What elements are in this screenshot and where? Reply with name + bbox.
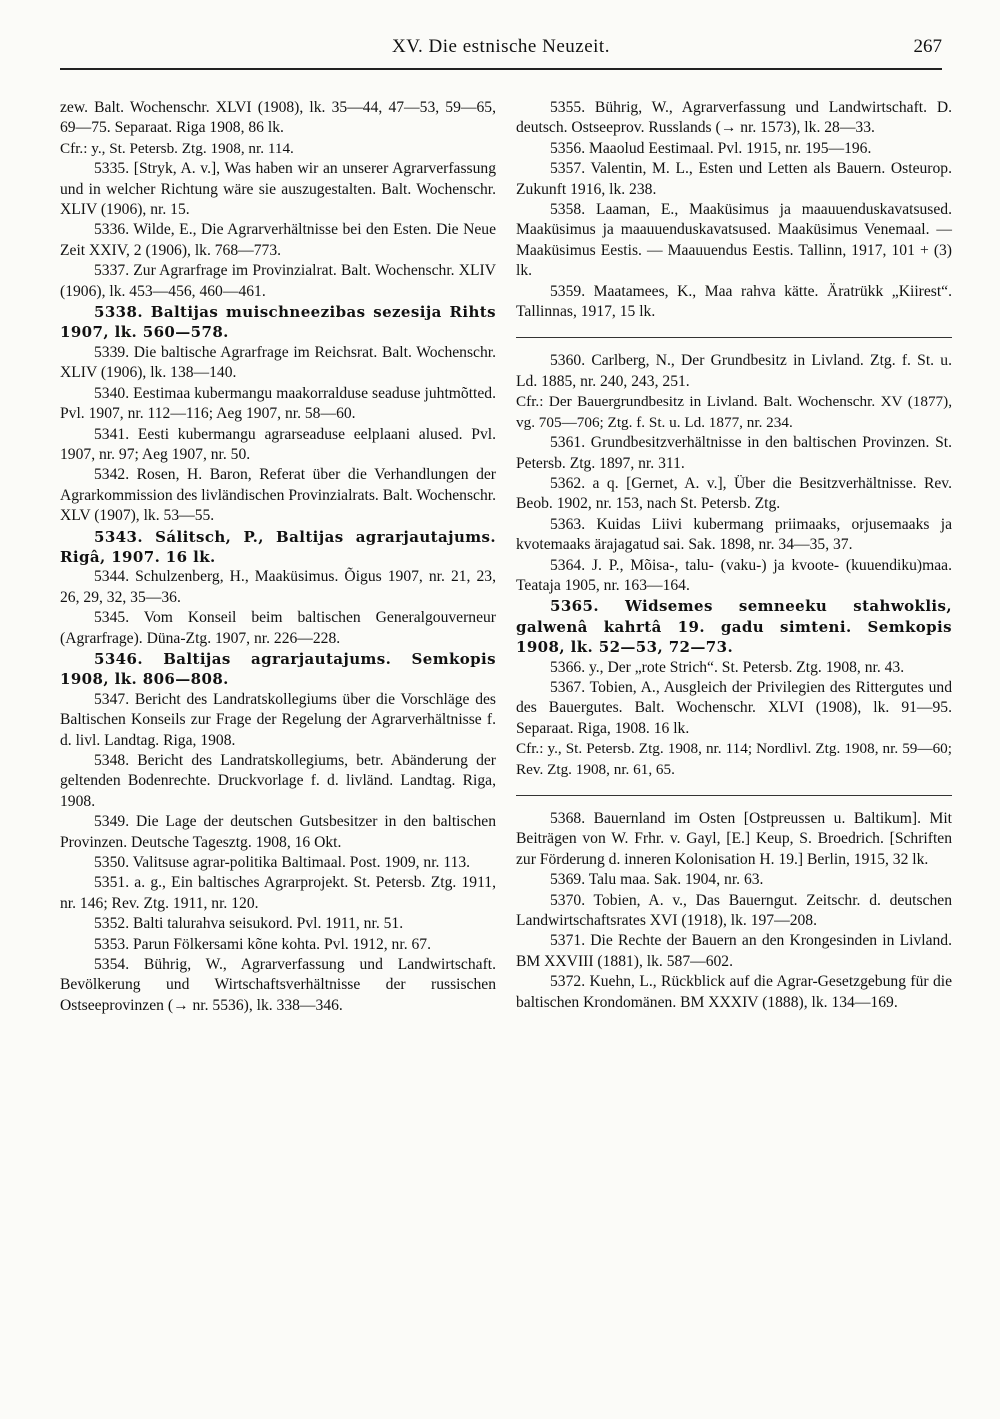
- bibliography-entry: 5354. Bührig, W., Agrarverfassung und Landwirtschaft. Bevölkerung und Wirtschaftsverhältnisse der russischen Ostseeprovinzen (→ nr. 5536), lk. 338—346.: [60, 956, 496, 1014]
- bibliography-entry: 5372. Kuehn, L., Rückblick auf die Agrar-Gesetzgebung für die baltischen Krondomänen. BM XXXIV (1888), lk. 134—169.: [516, 973, 952, 1011]
- bibliography-entry: 5360. Carlberg, N., Der Grundbesitz in Livland. Ztg. f. St. u. Ld. 1885, nr. 240, 243, 251.: [516, 352, 952, 390]
- bibliography-entry: 5348. Bericht des Landratskollegiums, betr. Abänderung der geltenden Bodenrechte. Druckvorlage f. d. livländ. Landtag. Riga, 1908.: [60, 752, 496, 810]
- chapter-title: XV. Die estnische Neuzeit.: [392, 36, 610, 57]
- bibliography-entry: 5347. Bericht des Landratskollegiums über die Vorschläge des Baltischen Konseils zur Frage der Regelung der Agrarverhältnisse f. d. livl. Landtag. Riga, 1908.: [60, 690, 496, 749]
- bibliography-entry: 5351. a. g., Ein baltisches Agrarprojekt. St. Petersb. Ztg. 1911, nr. 146; Rev. Ztg. 1911, nr. 120.: [60, 874, 496, 912]
- cross-reference: Cfr.: Der Bauergrundbesitz in Livland. Balt. Wochenschr. XV (1877), vg. 705—706; Ztg. f. St. u. Ld. 1877, nr. 234.: [516, 393, 952, 431]
- bibliography-entry: 5336. Wilde, E., Die Agrarverhältnisse bei den Esten. Die Neue Zeit XXIV, 2 (1906), lk. 768—773.: [60, 221, 496, 259]
- bibliography-entry: 5338. Baltijas muischneezibas sezesija Rihts 1907, lk. 560—578.: [60, 303, 496, 342]
- bibliography-entry: zew. Balt. Wochenschr. XLVI (1908), lk. 35—44, 47—53, 59—65, 69—75. Separaat. Riga 1908, 86 lk.: [60, 99, 496, 137]
- bibliography-entry: 5370. Tobien, A. v., Das Bauerngut. Zeitschr. d. deutschen Landwirtschaftsrates XVI (1918), lk. 197—208.: [516, 891, 952, 930]
- right-column: [516, 98, 952, 1013]
- bibliography-entry: 5358. Laaman, E., Maaküsimus ja maauuenduskavatsused. Maaküsimus ja maauuenduskavatsused. Maaküsimus Venemaal. — Maaküsimus Eestis. — Maauuendus Eestis. Tallinn, 1917, 101 + (3) lk.: [516, 201, 952, 280]
- bibliography-entry: 5363. Kuidas Liivi kubermang priimaaks, orjusemaaks ja kvotemaaks ärajagatud sai. Sak. 1898, nr. 34—35, 37.: [516, 515, 952, 554]
- section-divider: [516, 795, 952, 796]
- bibliography-entry: 5343. Sálitsch, P., Baltijas agrarjautajums. Rigâ, 1907. 16 lk.: [60, 527, 496, 566]
- bibliography-entry: 5355. Bührig, W., Agrarverfassung und Landwirtschaft. D. deutsch. Ostseeprov. Russlands (→ nr. 1573), lk. 28—33.: [516, 99, 952, 137]
- bibliography-entry: 5357. Valentin, M. L., Esten und Letten als Bauern. Osteurop. Zukunft 1916, lk. 238.: [516, 160, 952, 198]
- bibliography-entry: 5352. Balti talurahva seisukord. Pvl. 1911, nr. 51.: [94, 915, 404, 933]
- bibliography-entry: 5345. Vom Konseil beim baltischen Generalgouverneur (Agrarfrage). Düna-Ztg. 1907, nr. 226—228.: [60, 609, 496, 647]
- bibliography-entry: 5366. y., Der „rote Strich“. St. Petersb. Ztg. 1908, nr. 43.: [550, 658, 905, 676]
- running-head: [60, 36, 942, 66]
- header-rule: [60, 68, 942, 70]
- page-number: 267: [913, 36, 942, 57]
- bibliography-entry: 5356. Maaolud Eestimaal. Pvl. 1915, nr. 195—196.: [550, 139, 872, 157]
- bibliography-entry: 5340. Eestimaa kubermangu maakorralduse seaduse juhtmõtted. Pvl. 1907, nr. 112—116; Aeg 1907, nr. 58—60.: [60, 384, 496, 423]
- bibliography-entry: 5346. Baltijas agrarjautajums. Semkopis 1908, lk. 806—808.: [60, 649, 496, 689]
- bibliography-entry: 5369. Talu maa. Sak. 1904, nr. 63.: [550, 871, 764, 889]
- bibliography-entry: 5335. [Stryk, A. v.], Was haben wir an unserer Agrarverfassung und in welcher Richtung wäre sie auszugestalten. Balt. Wochenschr. XLIV (1906), nr. 15.: [60, 160, 496, 219]
- left-column: [60, 98, 496, 1016]
- cross-reference: Cfr.: y., St. Petersb. Ztg. 1908, nr. 114.: [60, 139, 294, 157]
- bibliography-entry: 5353. Parun Fölkersami kõne kohta. Pvl. 1912, nr. 67.: [94, 935, 431, 953]
- section-divider: [516, 337, 952, 338]
- cross-reference: Cfr.: y., St. Petersb. Ztg. 1908, nr. 114; Nordlivl. Ztg. 1908, nr. 59—60; Rev. Ztg. 1908, nr. 61, 65.: [516, 740, 952, 778]
- bibliography-entry: 5364. J. P., Mõisa-, talu- (vaku-) ja kvoote- (kuuendiku)maa. Teataja 1905, nr. 163—164.: [516, 556, 952, 594]
- bibliography-entry: 5341. Eesti kubermangu agrarseaduse eelplaani alused. Pvl. 1907, nr. 97; Aeg 1907, nr. 50.: [60, 425, 496, 463]
- bibliography-entry: 5368. Bauernland im Osten [Ostpreussen u. Baltikum]. Mit Beiträgen von W. Frhr. v. Gayl, [E.] Keup, S. Broedrich. [Schriften zur Förderung d. inneren Kolonisation H. 19.] Berlin, 1915, 32 lk.: [516, 810, 952, 868]
- bibliography-entry: 5344. Schulzenberg, H., Maaküsimus. Õigus 1907, nr. 21, 23, 26, 29, 32, 35—36.: [60, 568, 496, 606]
- bibliography-entry: 5362. a q. [Gernet, A. v.], Über die Besitzverhältnisse. Rev. Beob. 1902, nr. 153, nach St. Petersb. Ztg.: [516, 474, 952, 513]
- bibliography-entry: 5342. Rosen, H. Baron, Referat über die Verhandlungen der Agrarkommission des livländischen Provinzialrats. Balt. Wochenschr. XLV (1907), lk. 53—55.: [60, 466, 496, 525]
- bibliography-entry: 5339. Die baltische Agrarfrage im Reichsrat. Balt. Wochenschr. XLIV (1906), lk. 138—140.: [60, 343, 496, 382]
- bibliography-entry: 5350. Valitsuse agrar-politika Baltimaal. Post. 1909, nr. 113.: [94, 854, 471, 872]
- bibliography-entry: 5349. Die Lage der deutschen Gutsbesitzer in den baltischen Provinzen. Deutsche Tagesztg. 1908, 16 Okt.: [60, 813, 496, 851]
- bibliography-entry: 5367. Tobien, A., Ausgleich der Privilegien des Rittergutes und des Bauergutes. Balt. Wochenschr. XLVI (1908), lk. 91—95. Separaat. Riga, 1908. 16 lk.: [516, 678, 952, 737]
- bibliography-entry: 5337. Zur Agrarfrage im Provinzialrat. Balt. Wochenschr. XLIV (1906), lk. 453—456, 460—461.: [60, 262, 496, 300]
- bibliography-entry: 5359. Maatamees, K., Maa rahva kätte. Äratrükk „Kiirest“. Tallinnas, 1917, 15 lk.: [516, 282, 952, 321]
- bibliography-entry: 5371. Die Rechte der Bauern an den Krongesinden in Livland. BM XXVIII (1881), lk. 587—602.: [516, 932, 952, 970]
- bibliography-entry: 5365. Widsemes semneeku stahwoklis, galwenâ kahrtâ 19. gadu simteni. Semkopis 1908, lk. 52—53, 72—73.: [516, 597, 952, 657]
- bibliography-entry: 5361. Grundbesitzverhältnisse in den baltischen Provinzen. St. Petersb. Ztg. 1897, nr. 311.: [516, 434, 952, 472]
